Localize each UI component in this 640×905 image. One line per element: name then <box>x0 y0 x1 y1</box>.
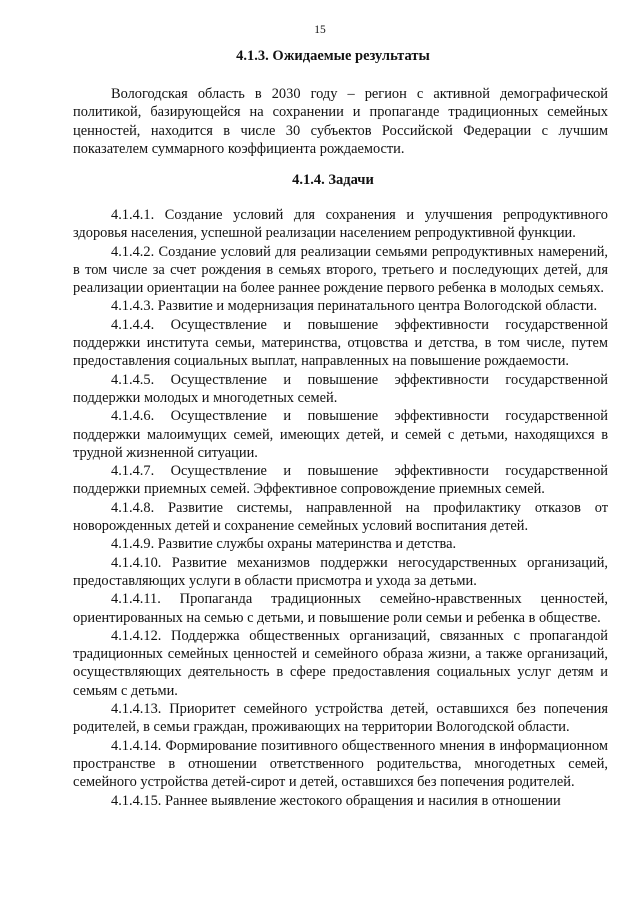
task-item-10: 4.1.4.10. Развитие механизмов поддержки негосударственных организаций, предоставляющих услуги в области присмотра и ухода за детьми. <box>73 554 608 589</box>
task-item-15: 4.1.4.15. Раннее выявление жестокого обращения и насилия в отношении <box>111 792 561 809</box>
task-item-3: 4.1.4.3. Развитие и модернизация перинатального центра Вологодской области. <box>111 298 598 315</box>
section-heading-expected-results: 4.1.3. Ожидаемые результаты <box>236 48 430 64</box>
task-item-12: 4.1.4.12. Поддержка общественных организаций, связанных с пропагандой традиционных семейных ценностей и семейного образа жизни, а также организаций, осуществляющих деятельность в сфере предоставления социальных услуг детям и семьям с детьми. <box>73 627 608 699</box>
expected-results-paragraph: Вологодская область в 2030 году – регион с активной демографической политикой, базирующейся на сохранении и пропаганде традиционных семейных ценностей, находится в числе 30 субъектов Российской Федерации с лучшим показателем суммарного коэффициента рождаемости. <box>73 86 608 157</box>
task-item-14: 4.1.4.14. Формирование позитивного общественного мнения в информационном пространстве в отношении ответственного родительства, многодетных семей, семейного устройства детей-сирот и детей, оставшихся без попечения родителей. <box>73 737 608 791</box>
task-item-1: 4.1.4.1. Создание условий для сохранения и улучшения репродуктивного здоровья населения, успешной реализации населением репродуктивной функции. <box>73 207 608 242</box>
expected-results-text-block <box>73 85 608 158</box>
task-item-5: 4.1.4.5. Осуществление и повышение эффективности государственной поддержки молодых и многодетных семей. <box>73 371 608 406</box>
section-heading-tasks: 4.1.4. Задачи <box>292 172 374 188</box>
task-item-13: 4.1.4.13. Приоритет семейного устройства детей, оставшихся без попечения родителей, в семьи граждан, проживающих на территории Вологодской области. <box>73 701 608 736</box>
task-item-6: 4.1.4.6. Осуществление и повышение эффективности государственной поддержки малоимущих семей, имеющих детей, и семей с детьми, находящихся в трудной жизненной ситуации. <box>73 408 608 461</box>
task-item-8: 4.1.4.8. Развитие системы, направленной на профилактику отказов от новорожденных детей и сохранение семейных условий воспитания детей. <box>73 499 608 535</box>
page-number: 15 <box>314 24 326 36</box>
task-item-7: 4.1.4.7. Осуществление и повышение эффективности государственной поддержки приемных семей. Эффективное сопровождение приемных семей. <box>73 463 608 498</box>
task-item-2: 4.1.4.2. Создание условий для реализации семьями репродуктивных намерений, в том числе за счет рождения в семьях второго, третьего и последующих детей, для реализации ориентации на более раннее рождение первого ребенка в молодых семьях. <box>73 243 608 297</box>
task-item-11: 4.1.4.11. Пропаганда традиционных семейно-нравственных ценностей, ориентированных на семью с детьми, и повышение роли семьи и ребенка в обществе. <box>73 591 608 626</box>
task-item-4: 4.1.4.4. Осуществление и повышение эффективности государственной поддержки института семьи, материнства, отцовства и детства, в том числе, путем предоставления социальных выплат, направленных на повышение рождаемости. <box>73 316 608 370</box>
task-item-9: 4.1.4.9. Развитие службы охраны материнства и детства. <box>111 536 457 553</box>
tasks-list <box>73 206 608 810</box>
